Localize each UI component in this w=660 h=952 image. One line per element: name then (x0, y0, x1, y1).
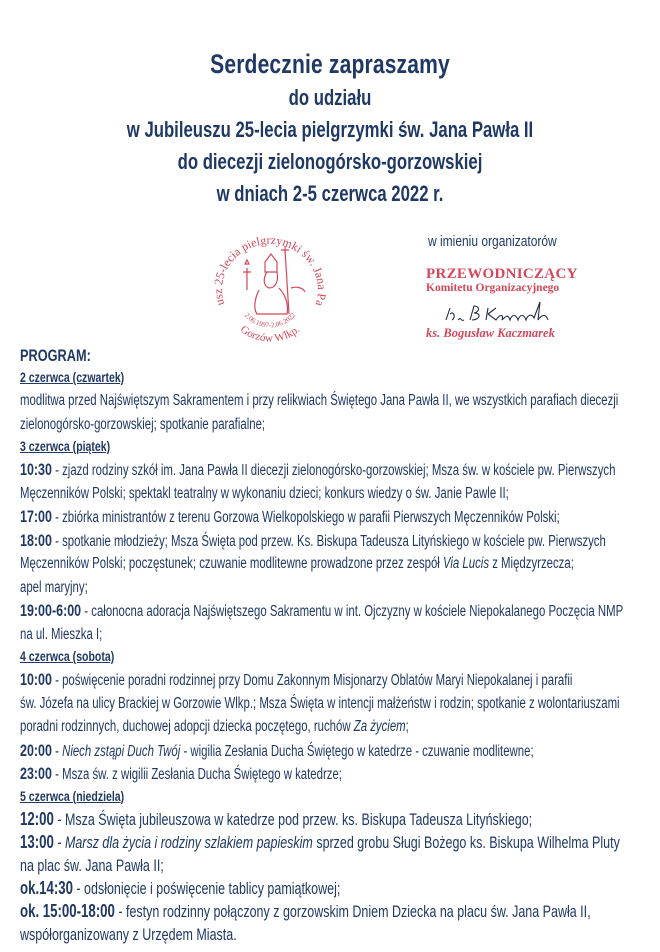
program-section (20, 345, 660, 946)
event-description: na ul. Mieszka I; (20, 625, 103, 643)
event-description: festyn rodzinny połączony z gorzowskim Dniem Dziecka na placu św. Jana Pawła II, (125, 901, 591, 921)
event-description: zielonogórsko-gorzowskiej; spotkanie parafialne; (20, 415, 266, 433)
program-day (20, 786, 660, 946)
event-time: 17:00 (20, 507, 52, 526)
event-description: apel maryjny; (20, 578, 88, 596)
event-title-italic: Via Lucis (443, 555, 490, 572)
event-description: Męczenników Polski; spektakl teatralny w wykonaniu dzieci; konkurs wiedzy o św. Janie Pawle II; (20, 484, 509, 502)
event-description: modlitwa przed Najświętszym Sakramentem i przy relikwiach Świętego Jana Pawła II, we wszystkich parafiach diecezji (20, 392, 619, 409)
organizers-note: w imieniu organizatorów (428, 233, 557, 250)
event-description: poradni rodzinnych, duchowej adopcji dziecka poczętego, ruchów (20, 718, 354, 735)
day-heading: 2 czerwca (czwartek) (20, 370, 125, 385)
program-line: 23:00 - Msza św. z wigilii Zesłania Ducha Świętego w katedrze; (20, 764, 342, 783)
program-line (20, 389, 619, 413)
program-line (20, 692, 620, 716)
program-line (20, 552, 574, 576)
event-time: 20:00 (20, 740, 52, 760)
program-line: 10:30 - zjazd rodziny szkół im. Jana Pawła II diecezji zielonogórsko-gorzowskiej; Msza św. w kościele pw. Pierwszych (20, 460, 616, 479)
program-line: 13:00 - Marsz dla życia i rodziny szlakiem papieskim sprzed grobu Sługi Bożego ks. Biskupa Wilhelma Pluty (20, 831, 620, 852)
program-day (20, 646, 660, 786)
header-line: do diecezji zielonogórsko-gorzowskiej (177, 149, 483, 174)
chairman-block (426, 266, 576, 295)
event-description: Msza św. z wigilii Zesłania Ducha Świętego w katedrze; (62, 766, 342, 783)
event-description: Męczenników Polski; poczęstunek; czuwanie modlitewne prowadzone przez zespół (20, 555, 444, 572)
event-description: ; (405, 718, 409, 735)
handwritten-signature (440, 300, 570, 326)
event-description: z Międzyrzecza; (489, 555, 574, 572)
header-line: w Jubileuszu 25-lecia pielgrzymki św. Jana Pawła II (126, 117, 534, 142)
program-line: ok.14:30 - odsłonięcie i poświęcenie tablicy pamiątkowej; (20, 877, 341, 898)
program-line (20, 854, 490, 877)
event-title-italic: Niech zstąpi Duch Twój (62, 742, 181, 760)
event-description: - wigilia Zesłania Ducha Świętego w katedrze - czuwanie modlitewne; (180, 742, 534, 760)
event-time: 10:00 (20, 670, 52, 689)
event-description: sprzed grobu Sługi Bożego ks. Biskupa Wilhelma Pluty (312, 832, 620, 852)
event-description: na plac św. Jana Pawła II; (20, 855, 164, 875)
program-line (20, 413, 490, 437)
program-line (20, 923, 490, 946)
event-title-italic: Za życiem (353, 718, 406, 735)
jubilee-stamp (207, 228, 333, 346)
event-time: 18:00 (20, 530, 52, 550)
stamp-city: Gorzów Wlkp. (237, 323, 303, 345)
event-description: odsłonięcie i poświęcenie tablicy pamiątkowej; (84, 878, 341, 898)
event-description: poświęcenie poradni rodzinnej przy Domu Zakonnym Misjonarzy Oblatów Maryi Niepokalanej i parafii (62, 672, 573, 689)
program-line: 17:00 - zbiórka ministrantów z terenu Gorzowa Wielkopolskiego w parafii Pierwszych Męczenników Polski; (20, 507, 560, 526)
event-description: całonocna adoracja Najświętszego Sakramentu w int. Ojczyzny w kościele Niepokalanego Poczęcia NMP (91, 603, 624, 620)
event-description: współorganizowany z Urzędem Miasta. (20, 924, 237, 944)
event-time: 19:00-6:00 (20, 601, 82, 620)
header-line: w dniach 2-5 czerwca 2022 r. (216, 181, 444, 206)
program-title: PROGRAM: (20, 346, 91, 365)
day-heading: 3 czerwca (piątek) (20, 439, 111, 454)
event-title-italic: Marsz dla życia i rodziny szlakiem papieskim (64, 832, 313, 852)
program-line (20, 482, 509, 506)
event-time: 13:00 (20, 831, 54, 852)
signer-name: ks. Bogusław Kaczmarek (426, 326, 555, 340)
event-time: ok. 15:00-18:00 (20, 900, 115, 921)
program-line (20, 715, 490, 739)
event-description: św. Józefa na ulicy Brackiej w Gorzowie Wlkp.; Msza Święta w intencji małżeństw i rodzin; spotkanie z wolontariuszami (20, 694, 620, 712)
day-heading: 4 czerwca (sobota) (20, 649, 115, 664)
event-time: ok.14:30 (20, 877, 73, 898)
program-line: 10:00 - poświęcenie poradni rodzinnej przy Domu Zakonnym Misjonarzy Oblatów Maryi Niepokalanej i parafii (20, 670, 573, 689)
program-day (20, 367, 660, 436)
program-line: 19:00-6:00 - całonocna adoracja Najświętszego Sakramentu w int. Ojczyzny w kościele Niepokalanego Poczęcia NMP (20, 601, 624, 620)
signature-icon (440, 300, 570, 326)
day-heading: 5 czerwca (niedziela) (20, 788, 125, 804)
invitation-title: Serdecznie zapraszamy (210, 49, 450, 79)
stamp-seal-icon (207, 228, 333, 346)
program-line: 18:00 - spotkanie młodzieży; Msza Święta pod przew. Ks. Biskupa Tadeusza Lityńskiego w kościele pw. Pierwszych (20, 530, 606, 550)
event-description: Msza Święta jubileuszowa w katedrze pod przew. ks. Biskupa Tadeusza Lityńskiego; (64, 809, 533, 829)
program-line (20, 623, 490, 647)
chairman-role: PRZEWODNICZĄCY (426, 266, 578, 282)
committee-name: Komitetu Organizacyjnego (426, 282, 560, 294)
event-description: zjazd rodziny szkół im. Jana Pawła II diecezji zielonogórsko-gorzowskiej; Msza św. w kościele pw. Pierwszych (62, 462, 616, 479)
event-time: 12:00 (20, 808, 54, 829)
event-time: 10:30 (20, 460, 52, 479)
program-line: ok. 15:00-18:00 - festyn rodzinny połączony z gorzowskim Dniem Dziecka na placu św. Jana Pawła II, (20, 900, 591, 921)
event-description: zbiórka ministrantów z terenu Gorzowa Wielkopolskiego w parafii Pierwszych Męczenników Polski; (62, 509, 560, 526)
program-day (20, 436, 660, 646)
stamp-ring-text: usz 25-lecia pielgrzymki św. Jana Pa (210, 232, 330, 308)
header-line: do udziału (288, 85, 372, 110)
event-time: 23:00 (20, 764, 52, 783)
program-line: 12:00 - Msza Święta jubileuszowa w katedrze pod przew. ks. Biskupa Tadeusza Lityńskiego; (20, 808, 533, 829)
stamp-dates: 2.06.1997-2.06.2022 (242, 311, 298, 330)
program-line: 20:00 - Niech zstąpi Duch Twój - wigilia Zesłania Ducha Świętego w katedrze - czuwanie modlitewne; (20, 740, 534, 760)
invitation-header (0, 46, 660, 210)
event-description: spotkanie młodzieży; Msza Święta pod przew. Ks. Biskupa Tadeusza Lityńskiego w kościele pw. Pierwszych (62, 532, 606, 550)
program-line (20, 576, 490, 600)
program-days (20, 367, 660, 946)
pope-figure-icon (243, 246, 305, 314)
